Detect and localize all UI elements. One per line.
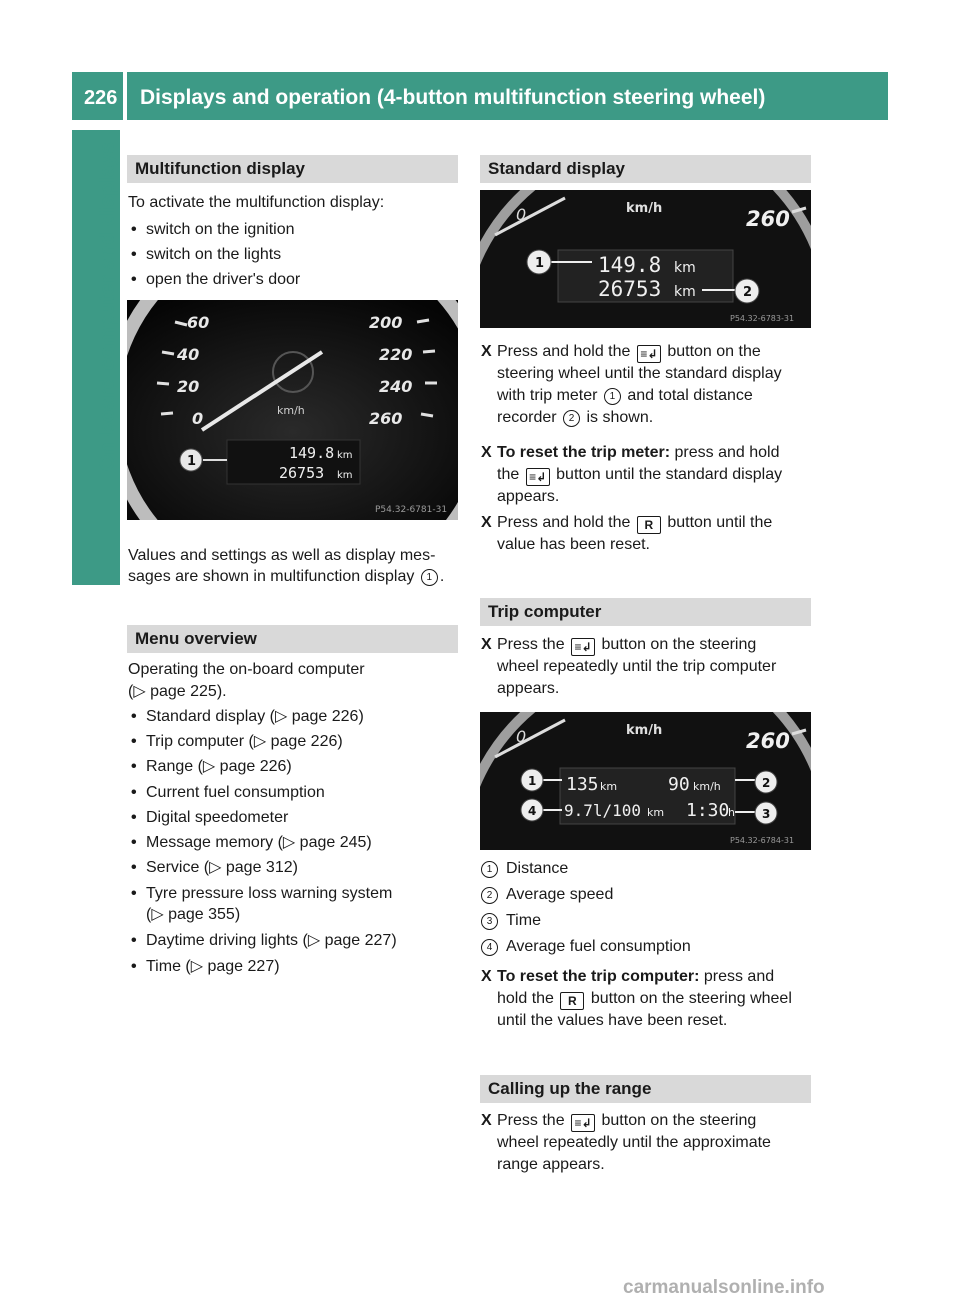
page-number: 226 [84,87,118,109]
step-icon: X [481,514,492,531]
caption-line: Values and settings as well as display mes- [128,547,436,564]
step-text: range appears. [497,1156,605,1173]
step-text: with trip meter [497,387,598,404]
bullet-icon: • [131,784,137,801]
svg-text:1: 1 [187,454,197,469]
instrument-cluster-photo [127,300,458,520]
step-text: press and hold [674,444,780,461]
unit-label: km/h [693,780,721,793]
step-text: Press the [497,1112,565,1129]
dial-number: 20 [177,377,200,396]
photo-code: P54.32-6784-31 [730,836,795,845]
step-text: press and [703,968,775,985]
step-icon: X [481,968,492,985]
step-text: button on the steering [601,1112,757,1129]
step-text: button until the standard display [556,466,783,483]
legend-item [481,936,691,958]
page-ref[interactable]: (▷ page 355) [146,906,241,923]
section-heading-multifunction: Multifunction display [127,155,458,183]
fuel-consumption: 9.7l/100 [564,801,642,820]
unit-label: km [647,806,665,819]
callout-number: 3 [481,913,498,930]
bullet-icon: • [131,246,137,263]
svg-text:3: 3 [762,807,771,821]
section-heading-range: Calling up the range [480,1075,811,1103]
bullet-icon: • [131,708,137,725]
callout-number: 1 [421,569,438,586]
step-text-bold: To reset the trip meter: [497,444,671,461]
unit-label: h [728,806,735,819]
dial-number: 260 [746,207,790,231]
instruction-step [481,966,816,1032]
photo-code: P54.32-6783-31 [730,314,795,323]
callout-number: 1 [604,388,621,405]
step-icon: X [481,444,492,461]
bullet-icon: • [131,958,137,975]
trip-value: 149.8 [289,444,335,462]
unit-label: km [337,470,353,481]
reset-button-icon: R [637,516,661,534]
menu-button-icon: ≡↲ [637,345,661,363]
svg-text:1: 1 [535,256,545,271]
instruction-step [481,442,797,508]
step-icon: X [481,343,492,360]
footer-watermark: carmanualsonline.info [623,1277,825,1298]
svg-text:4: 4 [528,804,537,818]
speed-unit: km/h [626,201,663,216]
dial-number: 260 [369,409,403,428]
legend-item [481,858,568,880]
step-text: and total distance [627,387,753,404]
odo-value: 26753 [279,464,325,482]
step-text: hold the [497,990,554,1007]
bullet-icon: • [131,221,137,238]
legend-label: Average speed [506,886,614,903]
instruction-step [481,1110,797,1176]
page-ref[interactable]: (▷ page 225). [128,683,227,700]
svg-text:2: 2 [743,285,753,300]
bullet-icon: • [131,809,137,826]
caption-line: sages are shown in multifunction display 1 . [128,568,445,585]
step-text: Press and hold the [497,514,631,531]
menu-button-icon: ≡↲ [526,468,550,486]
trip-computer-photo [480,712,811,850]
bullet-icon: • [131,758,137,775]
bullet-icon: • [131,859,137,876]
bullet-icon: • [131,932,137,949]
step-text: button until the [667,514,773,531]
step-text: until the values have been reset. [497,1012,728,1029]
step-text-bold: To reset the trip computer: [497,968,700,985]
legend-label: Average fuel consumption [506,938,691,955]
trip-distance: 135 [566,774,599,795]
menu-button-icon: ≡↲ [571,638,595,656]
step-icon: X [481,636,492,653]
speed-unit: km/h [626,723,663,738]
step-text: appears. [497,680,560,697]
step-icon: X [481,1112,492,1129]
instruction-step [481,341,797,429]
step-text: Press the [497,636,565,653]
legend-item [481,910,541,932]
dial-number: 220 [379,345,413,364]
odo-value: 26753 [598,277,662,301]
callout-number: 4 [481,939,498,956]
instruction-step [481,512,797,556]
chapter-title: Displays and operation (4-button multifunction steering wheel) [140,86,766,109]
step-text: wheel repeatedly until the approximate [497,1134,771,1151]
section-heading-trip: Trip computer [480,598,811,626]
svg-text:2: 2 [762,776,771,790]
section-heading-menu: Menu overview [127,625,458,653]
legend-label: Distance [506,860,569,877]
step-text: Press and hold the [497,343,631,360]
callout-number: 2 [481,887,498,904]
dial-number: 60 [187,313,210,332]
speed-unit: km/h [277,404,305,417]
instruction-step [481,634,797,700]
bullet-icon: • [131,834,137,851]
average-speed: 90 [668,774,690,795]
unit-label: km [674,260,696,276]
photo-code: P54.32-6781-31 [375,505,448,515]
intro-text: Operating the on-board computer [128,661,365,678]
step-text: recorder [497,409,557,426]
legend-item [481,884,613,906]
step-text: button on the steering [601,636,757,653]
step-text: the [497,466,520,483]
bullet-icon: • [131,885,137,902]
unit-label: km [600,780,618,793]
bullet-icon: • [131,733,137,750]
svg-text:1: 1 [528,774,537,788]
svg-text:0: 0 [516,205,527,224]
step-text: is shown. [586,409,654,426]
unit-label: km [337,450,353,461]
callout-number: 2 [563,410,580,427]
section-heading-standard: Standard display [480,155,811,183]
side-label: On-board computer and displays [96,142,119,472]
dial-number: 200 [369,313,403,332]
step-text: wheel repeatedly until the trip computer [497,658,777,675]
intro-text: To activate the multifunction display: [128,194,385,211]
trip-value: 149.8 [598,253,662,277]
step-text: steering wheel until the standard display [497,365,782,382]
dial-number: 40 [177,345,200,364]
step-text: value has been reset. [497,536,650,553]
svg-text:0: 0 [516,727,527,746]
caption-text: sages are shown in multifunction display [128,568,415,585]
bullet-icon: • [131,271,137,288]
callout-number: 1 [481,861,498,878]
legend-label: Time [506,912,541,929]
step-text: button on the steering wheel [590,990,792,1007]
step-text: appears. [497,488,560,505]
standard-display-photo [480,190,811,328]
dial-number: 260 [746,729,790,753]
dial-number: 240 [379,377,413,396]
menu-button-icon: ≡↲ [571,1114,595,1132]
reset-button-icon: R [560,992,584,1010]
header-divider [123,72,127,120]
trip-time: 1:30 [686,800,730,821]
dial-number: 0 [192,409,204,428]
step-text: button on the [667,343,761,360]
unit-label: km [674,284,696,300]
